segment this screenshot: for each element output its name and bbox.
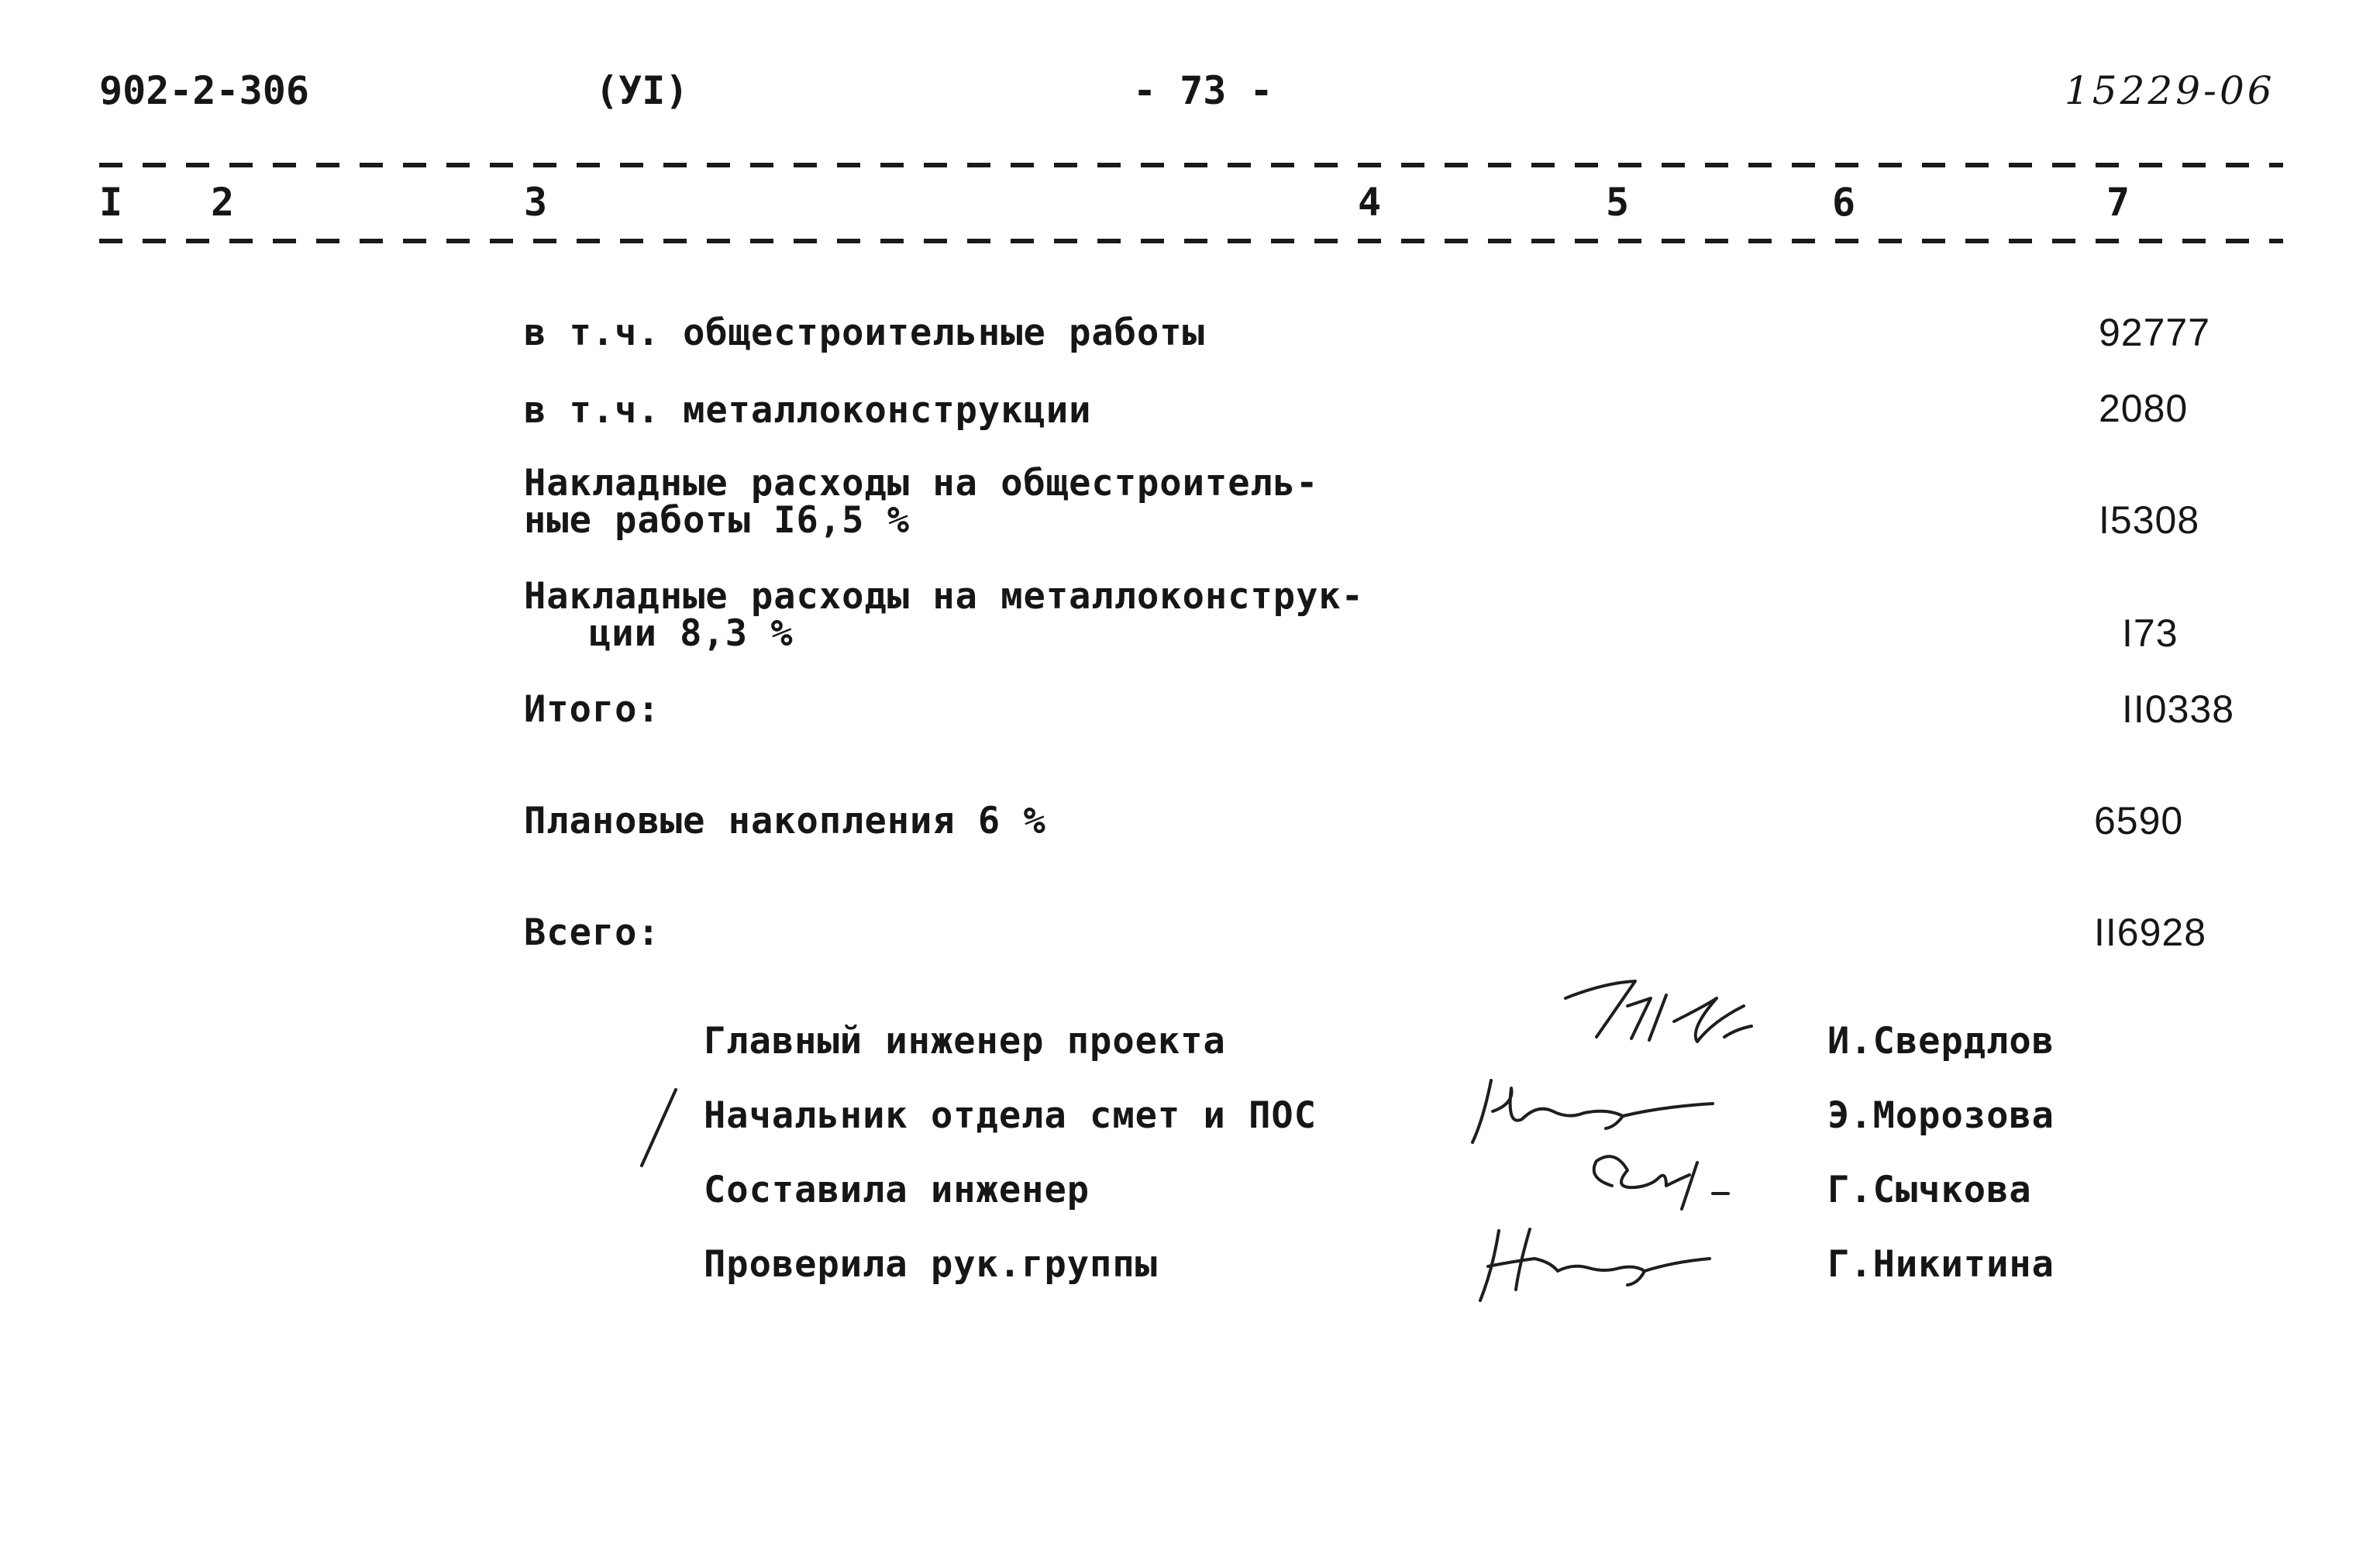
signature-name-department-head: Э.Морозова xyxy=(1827,1094,2055,1137)
row-label-overhead-general xyxy=(524,462,1319,542)
handwritten-slash-mark xyxy=(635,1085,682,1170)
handwritten-signature-chief-engineer xyxy=(1558,975,1767,1060)
handwritten-signature-compiled-by xyxy=(1581,1147,1736,1225)
column-header-7: 7 xyxy=(2106,180,2130,225)
row-label-overhead-general-line1: Накладные расходы на общестроитель- xyxy=(524,462,1319,505)
signature-title-chief-engineer: Главный инженер проекта xyxy=(704,1020,1226,1063)
signature-name-compiled-by: Г.Сычкова xyxy=(1827,1169,2032,1211)
signature-title-department-head: Начальник отдела смет и ПОС xyxy=(704,1094,1317,1137)
handwritten-signature-checked-by xyxy=(1472,1223,1720,1308)
signature-title-checked-by: Проверила рук.группы xyxy=(704,1243,1158,1286)
row-label-overhead-metal-line2: ции 8,3 % xyxy=(589,612,794,655)
handwritten-signature-department-head xyxy=(1468,1073,1724,1150)
document-code: 902-2-306 xyxy=(99,68,309,113)
row-label-general-construction: в т.ч. общестроительные работы xyxy=(524,312,1205,354)
signature-name-checked-by: Г.Никитина xyxy=(1827,1243,2055,1286)
column-header-6: 6 xyxy=(1832,180,1856,225)
row-label-total: Всего: xyxy=(524,911,660,954)
row-label-metal-structures: в т.ч. металлоконструкции xyxy=(524,389,1092,432)
row-value-metal-structures: 2080 xyxy=(2099,387,2189,430)
section-number: (УI) xyxy=(595,68,689,113)
table-header-rule xyxy=(99,239,2283,243)
row-label-overhead-metal-line1: Накладные расходы на металлоконструк- xyxy=(524,575,1364,618)
column-header-1: I xyxy=(99,180,123,225)
signature-title-compiled-by: Составила инженер xyxy=(704,1169,1090,1211)
column-header-4: 4 xyxy=(1358,180,1382,225)
row-label-subtotal: Итого: xyxy=(524,688,660,731)
row-value-subtotal: II0338 xyxy=(2122,687,2235,731)
handwritten-registration-number: 15229-06 xyxy=(2065,68,2275,113)
signature-name-chief-engineer: И.Свердлов xyxy=(1827,1020,2055,1063)
row-value-overhead-metal: I73 xyxy=(2122,611,2179,655)
row-label-overhead-metal xyxy=(524,575,1364,655)
row-value-planned-savings: 6590 xyxy=(2094,799,2184,842)
row-label-overhead-general-line2: ные работы I6,5 % xyxy=(524,499,911,542)
column-header-5: 5 xyxy=(1606,180,1630,225)
column-header-2: 2 xyxy=(211,180,235,225)
table-top-rule xyxy=(99,163,2283,167)
row-value-general-construction: 92777 xyxy=(2099,311,2211,354)
row-value-total: II6928 xyxy=(2094,911,2207,954)
column-header-3: 3 xyxy=(524,180,548,225)
row-label-planned-savings: Плановые накопления 6 % xyxy=(524,800,1046,842)
row-value-overhead-general: I5308 xyxy=(2099,498,2200,542)
page-number: - 73 - xyxy=(1133,68,1273,113)
